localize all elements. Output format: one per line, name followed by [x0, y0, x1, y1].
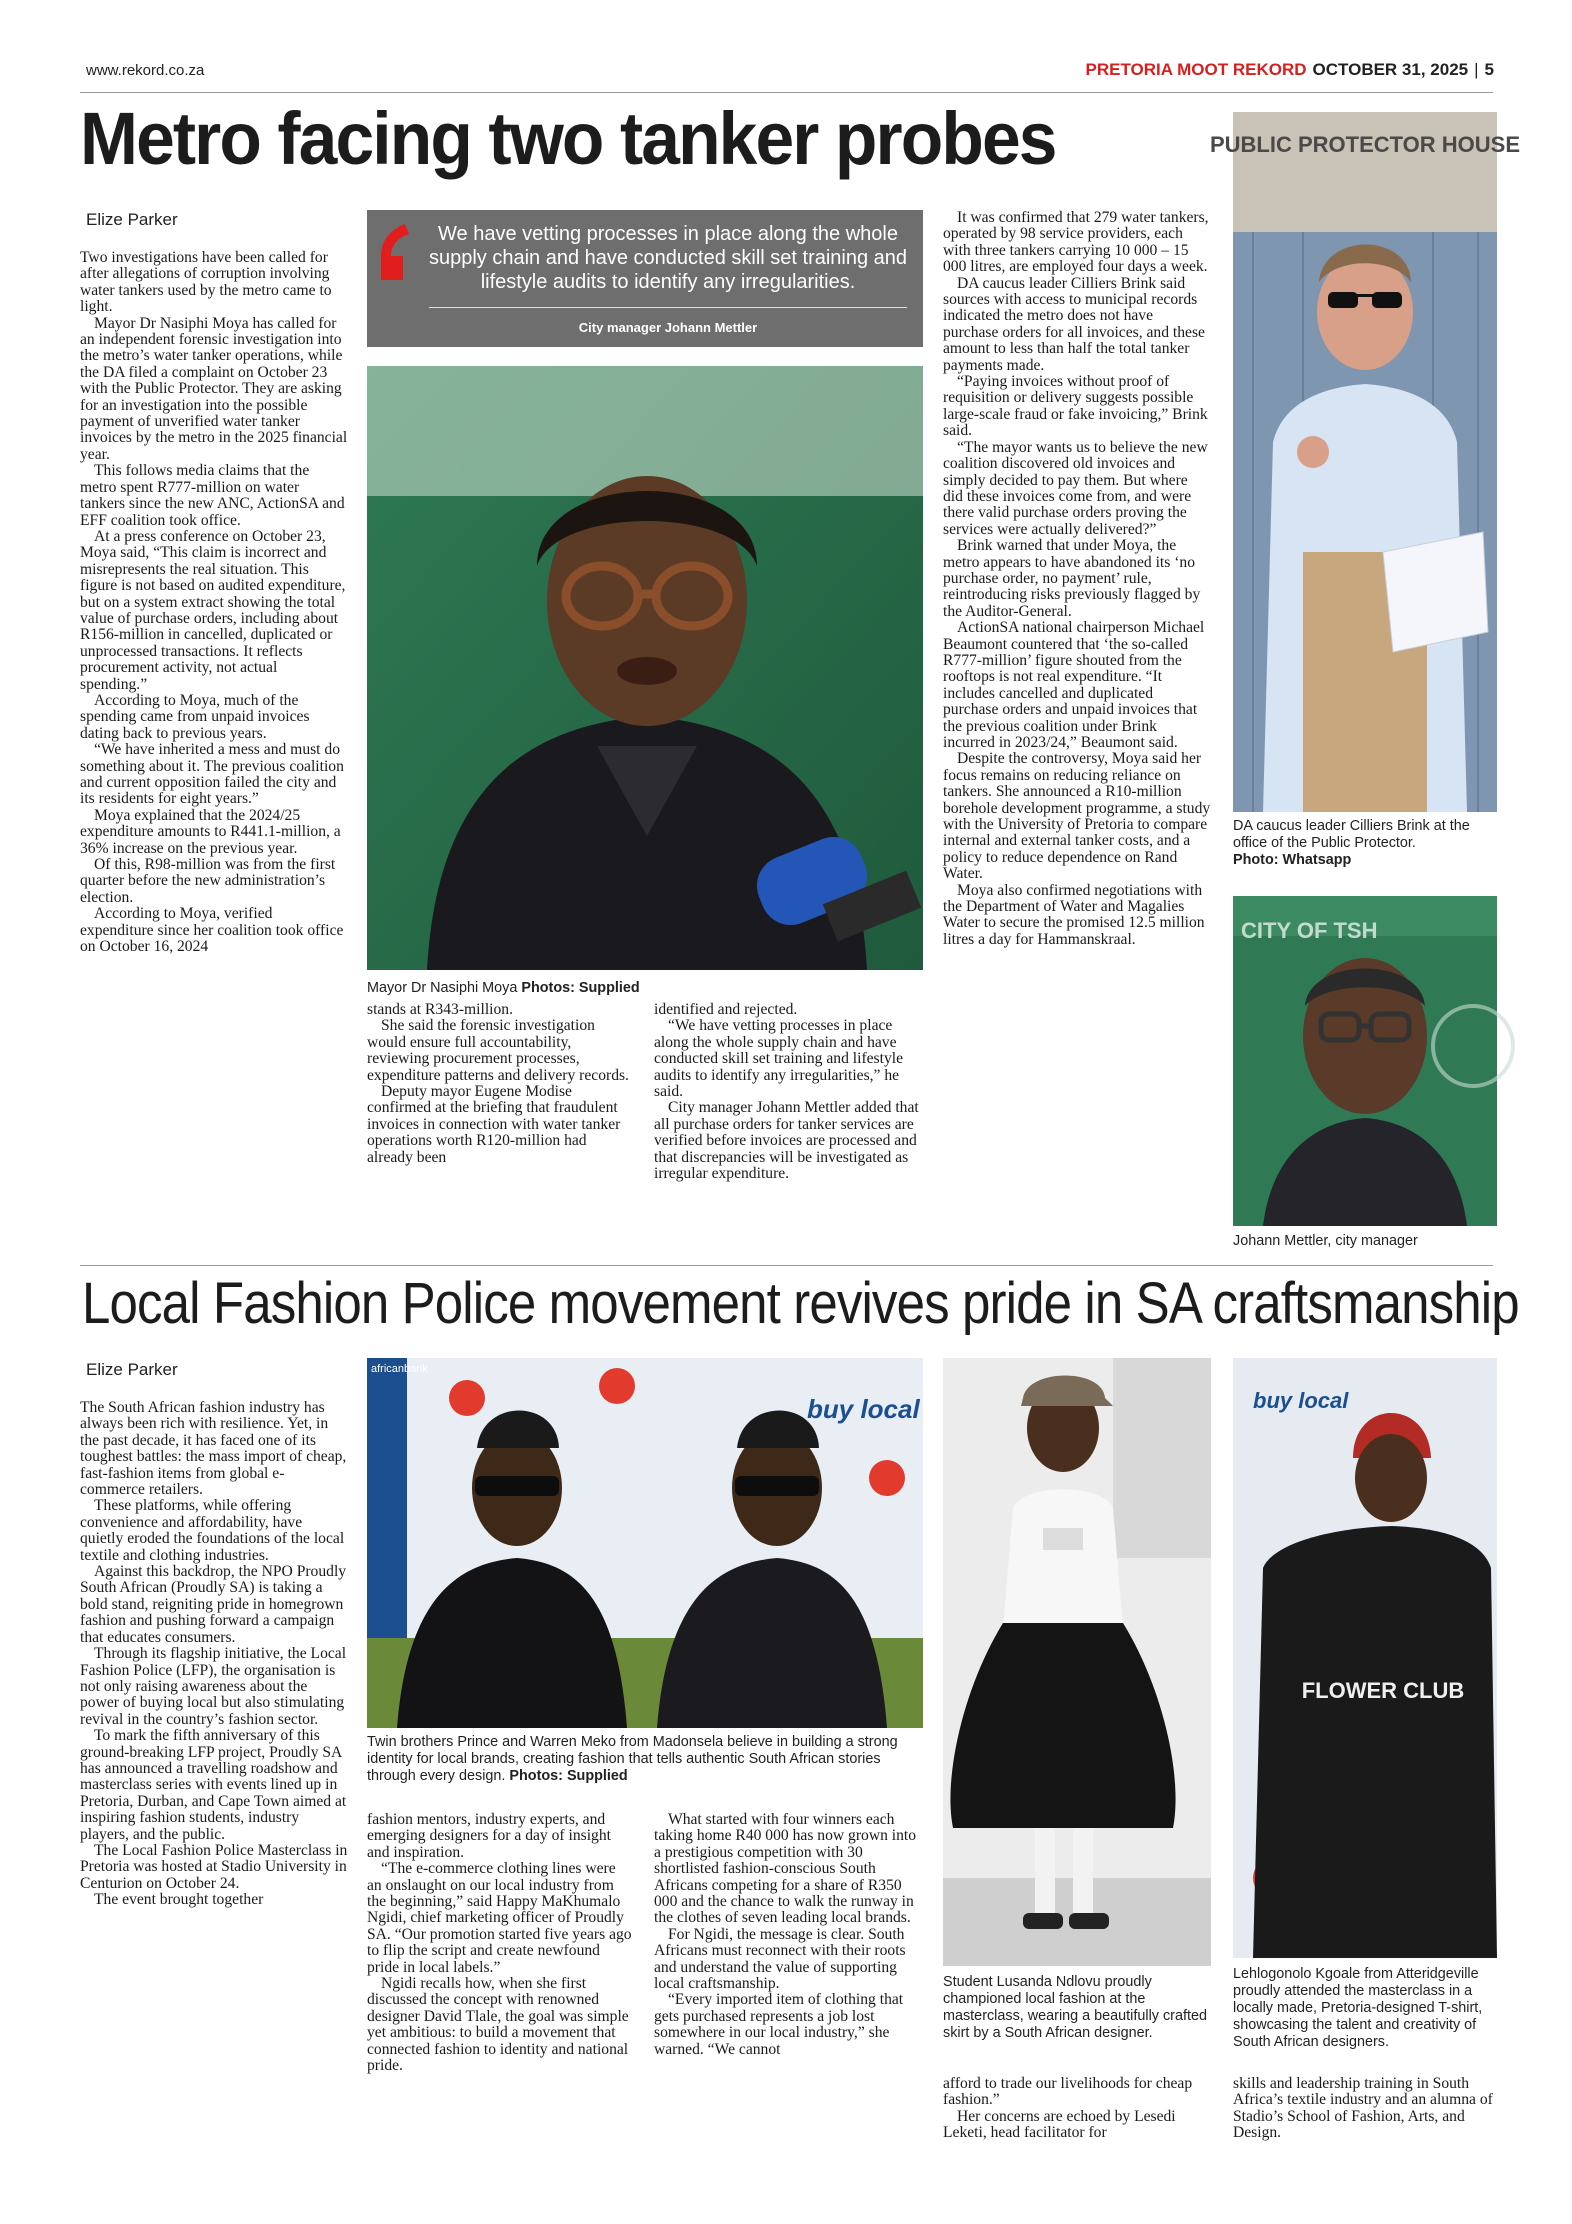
paragraph: This follows media claims that the metro spent R777-million on water tankers since the new ANC, ActionSA and EFF coalition took office.: [80, 462, 345, 529]
paragraph: “We have vetting processes in place along the whole supply chain and have conducted skill set training and lifestyle audits to identify any irregularities,” he said.: [654, 1017, 904, 1101]
paragraph: Through its flagship initiative, the Local Fashion Police (LFP), the organisation is not only raising awareness about the power of buying local but also stimulating revival in the country’s fashion sector.: [80, 1645, 347, 1728]
mettler-photo-caption: Johann Mettler, city manager: [1233, 1233, 1418, 1249]
paragraph: To mark the fifth anniversary of this ground-breaking LFP project, Proudly SA has announced a travelling roadshow and masterclass series with events lined up in Pretoria, Durban, and Cape Town aimed at inspiring fashion students, industry players, and the public.: [80, 1727, 347, 1843]
paragraph: The South African fashion industry has always been rich with resilience. Yet, in the past decade, it has faced one of its toughest battles: the mass import of cheap, fast-fashion items from global e-commerce retailers.: [80, 1399, 347, 1499]
paragraph: DA caucus leader Cilliers Brink said sources with access to municipal records indicated the metro does not have purchase orders for all invoices, and these amount to less than half the total tanker payments made.: [943, 274, 1205, 374]
sign-text: PUBLIC PROTECTOR HOUSE: [1209, 132, 1521, 157]
section-rule: [80, 1265, 1493, 1266]
moya-photo-caption: [367, 980, 923, 997]
sign-text: CITY OF TSH: [1241, 918, 1378, 943]
paragraph: “Paying invoices without proof of requisition or delivery suggests possible large-scale fraud or fake invoicing,” Brink said.: [943, 373, 1208, 440]
paragraph: According to Moya, verified expenditure since her coalition took office on October 16, 2024: [80, 905, 344, 956]
story1-column-4: [943, 210, 1211, 948]
banner-sponsor: africanbank: [371, 1363, 428, 1375]
story2-column-2: [367, 1812, 633, 2075]
twins-photo-image: [367, 1358, 923, 1728]
paragraph: Mayor Dr Nasiphi Moya has called for an independent forensic investigation into the metro’s water tanker operations, while the DA filed a complaint on October 23 with the Public Protector. They are asking for an investigation into the possible payment of unverified water tanker invoices by the metro in the 2025 financial year.: [80, 314, 348, 463]
paragraph: It was confirmed that 279 water tankers, operated by 98 service providers, each with three tankers carrying 10 000 – 15 000 litres, are employed four days a week.: [943, 209, 1209, 276]
paragraph: “We have inherited a mess and must do something about it. The previous coalition and current opposition failed the city and its residents for eight years.”: [80, 741, 344, 808]
paragraph: At a press conference on October 23, Moya said, “This claim is incorrect and misrepresents the real situation. This figure is not based on audited expenditure, but on a system extract showing the total value of purchase orders, including about R156-million in cancelled, duplicated or unprocessed transactions. It reflects procurement activity, not actual spending.”: [80, 527, 346, 693]
moya-photo-image: [367, 366, 923, 970]
mettler-photo: [1233, 896, 1497, 1226]
paragraph: The event brought together: [94, 1891, 264, 1909]
story2-column-4: [943, 2076, 1211, 2142]
paragraph: What started with four winners each taking home R40 000 has now grown into a prestigious competition with 30 shortlisted fashion-conscious South Africans competing for a share of R350 000 and the chance to walk the runway in the clothes of seven leading local brands.: [654, 1811, 917, 1927]
paragraph: Ngidi recalls how, when she first discussed the concept with renowned designer David Tlale, the goal was simple yet ambitious: to build a movement that connected fashion to identity and national pride.: [367, 1975, 629, 2075]
paragraph: Her concerns are echoed by Lesedi Leketi, head facilitator for: [943, 2107, 1176, 2142]
story1-column-2: [367, 1002, 633, 1166]
story2-byline: Elize Parker: [86, 1360, 178, 1379]
twins-photo-caption: [367, 1734, 923, 1785]
story1-column-3: [654, 1002, 922, 1182]
caption-text: Mayor Dr Nasiphi Moya: [367, 980, 518, 996]
story1-headline: Metro facing two tanker probes: [80, 97, 1056, 180]
paragraph: fashion mentors, industry experts, and emerging designers for a day of insight and inspiration.: [367, 1811, 611, 1861]
page-number: 5: [1484, 60, 1494, 79]
paragraph: Of this, R98-million was from the first quarter before the new administration’s election.: [80, 856, 336, 906]
header-rule: [80, 92, 1493, 93]
publication-name: PRETORIA MOOT REKORD: [1085, 60, 1307, 79]
masthead-separator: |: [1474, 60, 1479, 79]
paragraph: stands at R343-million.: [367, 1001, 513, 1018]
photo-credit: Photos: Supplied: [509, 1768, 628, 1784]
student-photo-caption: Student Lusanda Ndlovu proudly championed local fashion at the masterclass, wearing a beautifully crafted skirt by a South African designer.: [943, 1974, 1207, 2041]
paragraph: The Local Fashion Police Masterclass in Pretoria was hosted at Stadio University in Centurion on October 24.: [80, 1841, 348, 1892]
photo-credit: Photo: Whatsapp: [1233, 852, 1352, 868]
brink-photo-image: [1209, 112, 1521, 812]
banner-campaign: buy local: [807, 1394, 920, 1424]
pull-quote-rule: [429, 307, 907, 308]
paragraph: identified and rejected.: [654, 1001, 798, 1018]
story2-headline: Local Fashion Police movement revives pride in SA craftsmanship: [82, 1271, 1519, 1336]
paragraph: Against this backdrop, the NPO Proudly South African (Proudly SA) is taking a bold stand, reigniting pride in homegrown fashion and pushing forward a campaign that educates consumers.: [80, 1563, 347, 1646]
paragraph: afford to trade our livelihoods for cheap fashion.”: [943, 2075, 1193, 2109]
story2-column-5: [1233, 2076, 1497, 2142]
story2-column-1: [80, 1400, 348, 1909]
kgoale-photo-caption: Lehlogonolo Kgoale from Atteridgeville proudly attended the masterclass in a locally made, Pretoria-designed T-shirt, showcasing the talent and creativity of South African designers.: [1233, 1966, 1483, 2050]
caption-text: Twin brothers Prince and Warren Meko from Madonsela believe in building a strong identity for local brands, creating fashion that tells authentic South African stories through every design.: [367, 1734, 898, 1784]
paragraph: “The mayor wants us to believe the new coalition discovered old invoices and simply decided to pay them. But where did these invoices come from, and were there valid purchase orders proving the services were actually delivered?”: [943, 438, 1208, 538]
paragraph: According to Moya, much of the spending came from unpaid invoices dating back to previous years.: [80, 691, 310, 742]
issue-date: OCTOBER 31, 2025: [1312, 60, 1469, 79]
paragraph: Moya explained that the 2024/25 expenditure amounts to R441.1-million, a 36% increase on the previous year.: [80, 806, 341, 857]
student-photo: [943, 1358, 1211, 1966]
paragraph: “Every imported item of clothing that gets purchased represents a job lost somewhere in our local industry,” she warned. “We cannot: [654, 1991, 904, 2058]
story1-byline: Elize Parker: [86, 210, 178, 229]
paragraph: ActionSA national chairperson Michael Beaumont countered that ‘the so-called R777-million’ figure shouted from the rooftops is not real expenditure. “It includes cancelled and duplicated purchase orders and unpaid invoices that the previous coalition under Brink incurred in 2023/24,” Beaumont said.: [943, 619, 1205, 751]
brink-photo-caption: [1233, 818, 1497, 869]
kgoale-photo-image: [1233, 1358, 1497, 1958]
paragraph: Two investigations have been called for after allegations of corruption involving water tankers used by the metro came to light.: [80, 249, 332, 316]
brink-photo: [1209, 112, 1521, 812]
quote-mark-icon: [375, 216, 431, 286]
paragraph: City manager Johann Mettler added that all purchase orders for tanker services are verified before invoices are processed and that discrepancies will be investigated as irregular expenditure.: [654, 1099, 919, 1183]
student-photo-image: [943, 1358, 1211, 1966]
caption-text: DA caucus leader Cilliers Brink at the office of the Public Protector.: [1233, 818, 1470, 851]
paragraph: Moya also confirmed negotiations with the Department of Water and Magalies Water to secure the promised 12.5 million litres a day for Hammanskraal.: [943, 881, 1205, 948]
pull-quote-text: We have vetting processes in place along the whole supply chain and have conducted skill set training and lifestyle audits to identify any irregularities.: [428, 223, 908, 293]
paragraph: Deputy mayor Eugene Modise confirmed at the briefing that fraudulent invoices in connection with water tanker operations worth R120-million had already been: [367, 1083, 621, 1166]
masthead: [1086, 60, 1495, 80]
paragraph: Despite the controversy, Moya said her focus remains on reducing reliance on tankers. She announced a R10-million borehole development programme, a study with the University of Pretoria to compare internal and external tanker costs, and a policy to reduce dependence on Rand Water.: [943, 750, 1211, 883]
photo-credit: Photos: Supplied: [521, 980, 640, 996]
kgoale-photo: [1233, 1358, 1497, 1958]
twins-photo: [367, 1358, 923, 1728]
pull-quote: [367, 210, 923, 347]
paragraph: She said the forensic investigation would ensure full accountability, reviewing procurement processes, expenditure patterns and delivery records.: [367, 1017, 629, 1084]
paragraph: Brink warned that under Moya, the metro appears to have abandoned its ‘no purchase order, no payment’ rule, reintroducing risks previously flagged by the Auditor-General.: [943, 537, 1201, 620]
paragraph: skills and leadership training in South Africa’s textile industry and an alumna of Stadio’s School of Fashion, Arts, and Design.: [1233, 2075, 1493, 2142]
moya-photo: [367, 366, 923, 970]
paragraph: These platforms, while offering convenience and affordability, have quietly eroded the foundations of the local textile and clothing industries.: [80, 1497, 345, 1564]
story1-column-1: [80, 250, 348, 955]
paragraph: For Ngidi, the message is clear. South Africans must reconnect with their roots and understand the value of supporting local craftsmanship.: [654, 1925, 906, 1993]
shirt-text: FLOWER CLUB: [1301, 1678, 1465, 1703]
paragraph: “The e-commerce clothing lines were an onslaught on our local industry from the beginning,” said Happy MaKhumalo Ngidi, chief marketing officer of Proudly SA. “Our promotion started five years ago to flip the script and create newfound pride in local labels.”: [367, 1860, 632, 1976]
story2-column-3: [654, 1812, 922, 2058]
site-url[interactable]: www.rekord.co.za: [86, 62, 205, 79]
banner-campaign: buy local: [1253, 1388, 1349, 1413]
mettler-photo-image: [1233, 896, 1497, 1226]
pull-quote-attribution: City manager Johann Mettler: [578, 320, 758, 335]
